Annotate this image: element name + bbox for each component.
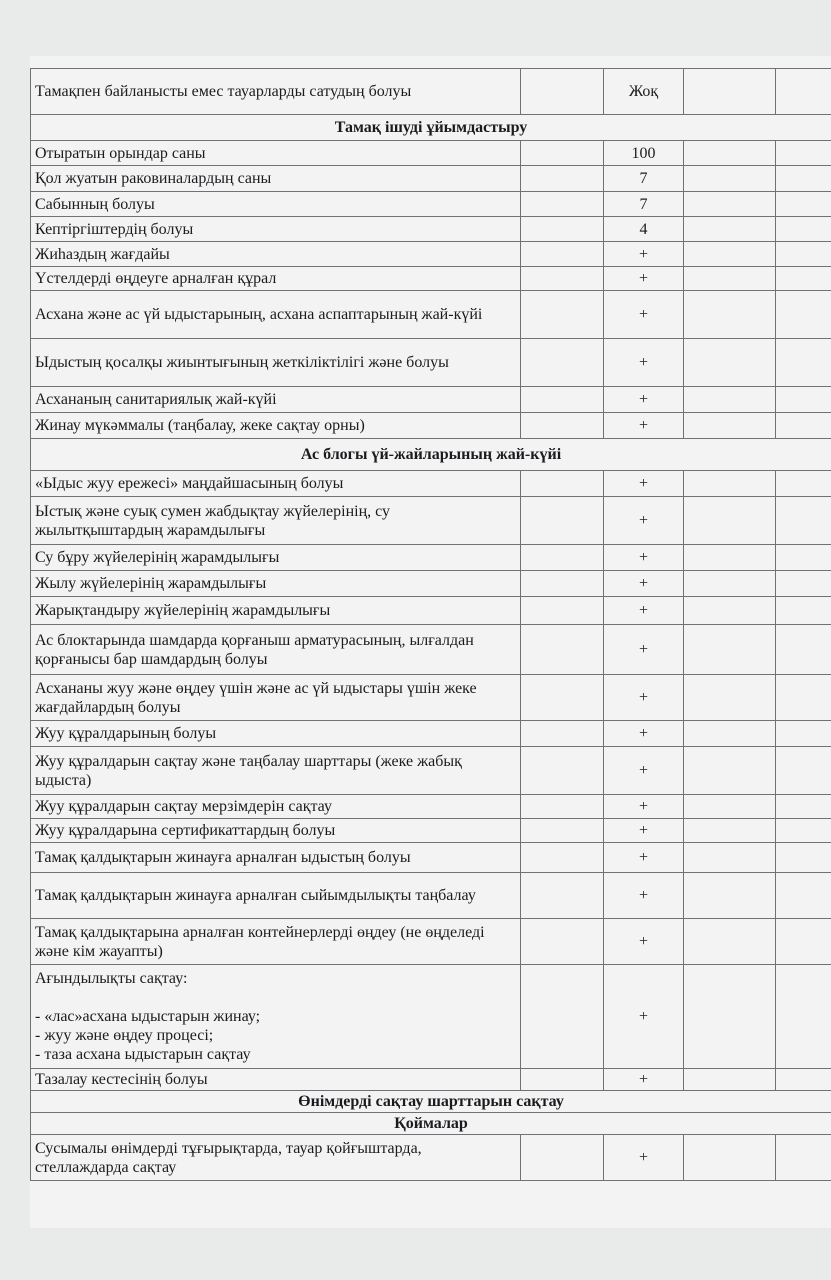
criterion-label: Жылу жүйелерінің жарамдылығы (31, 571, 521, 597)
empty-cell (521, 795, 604, 819)
criterion-value: + (604, 675, 684, 721)
criterion-value: 7 (604, 192, 684, 217)
empty-cell (776, 242, 831, 267)
empty-cell (684, 69, 776, 115)
table-row (31, 873, 831, 919)
empty-cell (684, 545, 776, 571)
table-row (31, 267, 831, 291)
table-row (31, 721, 831, 747)
empty-cell (776, 571, 831, 597)
empty-cell (776, 1069, 831, 1091)
criterion-value: + (604, 965, 684, 1069)
criterion-value: + (604, 242, 684, 267)
criterion-label: Су бұру жүйелерінің жарамдылығы (31, 545, 521, 571)
empty-cell (521, 965, 604, 1069)
empty-cell (776, 1135, 831, 1181)
criterion-label: Асхананы жуу және өңдеу үшін және ас үй ыдыстары үшін жеке жағдайлардың болуы (31, 675, 521, 721)
section-title: Қоймалар (31, 1113, 831, 1135)
criterion-value: + (604, 1069, 684, 1091)
criterion-value: + (604, 721, 684, 747)
criterion-label: Асхана және ас үй ыдыстарының, асхана аспаптарының жай-күйі (31, 291, 521, 339)
table-row (31, 843, 831, 873)
empty-cell (776, 141, 831, 166)
empty-cell (521, 919, 604, 965)
criterion-label: Тамақпен байланысты емес тауарларды сатудың болуы (31, 69, 521, 115)
empty-cell (521, 291, 604, 339)
criterion-label: Жуу құралдарын сақтау мерзімдерін сақтау (31, 795, 521, 819)
empty-cell (684, 387, 776, 413)
empty-cell (684, 843, 776, 873)
criterion-label: Асхананың санитариялық жай-күйі (31, 387, 521, 413)
empty-cell (521, 747, 604, 795)
table-row (31, 497, 831, 545)
criterion-value: + (604, 873, 684, 919)
criterion-value: + (604, 597, 684, 625)
section-title: Ас блогы үй-жайларының жай-күйі (31, 439, 831, 471)
table-row (31, 795, 831, 819)
empty-cell (684, 597, 776, 625)
criterion-label: Үстелдерді өңдеуге арналған құрал (31, 267, 521, 291)
empty-cell (521, 69, 604, 115)
criterion-label: Жуу құралдарының болуы (31, 721, 521, 747)
empty-cell (776, 339, 831, 387)
empty-cell (776, 795, 831, 819)
empty-cell (521, 339, 604, 387)
empty-cell (521, 413, 604, 439)
empty-cell (776, 873, 831, 919)
criterion-value: + (604, 819, 684, 843)
empty-cell (521, 675, 604, 721)
table-row (31, 597, 831, 625)
table-row (31, 217, 831, 242)
empty-cell (776, 747, 831, 795)
empty-cell (521, 843, 604, 873)
empty-cell (521, 166, 604, 192)
empty-cell (776, 965, 831, 1069)
inspection-table (30, 68, 831, 1181)
table-row (31, 1069, 831, 1091)
criterion-label: Тамақ қалдықтарын жинауға арналған ыдыстың болуы (31, 843, 521, 873)
table-row (31, 291, 831, 339)
criterion-label: Жиһаздың жағдайы (31, 242, 521, 267)
empty-cell (684, 497, 776, 545)
table-row (31, 242, 831, 267)
criterion-label: Қол жуатын раковиналардың саны (31, 166, 521, 192)
criterion-value: + (604, 267, 684, 291)
criterion-label: Тамақ қалдықтарына арналған контейнерлерді өңдеу (не өңделеді және кім жауапты) (31, 919, 521, 965)
criterion-value: + (604, 919, 684, 965)
section-header-row (31, 115, 831, 141)
empty-cell (684, 413, 776, 439)
empty-cell (684, 166, 776, 192)
table-row (31, 141, 831, 166)
empty-cell (684, 675, 776, 721)
section-title: Өнімдерді сақтау шарттарын сақтау (31, 1091, 831, 1113)
table-row (31, 819, 831, 843)
empty-cell (776, 166, 831, 192)
criterion-value: Жоқ (604, 69, 684, 115)
criterion-value: + (604, 497, 684, 545)
empty-cell (684, 1069, 776, 1091)
empty-cell (521, 1135, 604, 1181)
criterion-value: + (604, 747, 684, 795)
criterion-label: Жуу құралдарын сақтау және таңбалау шарттары (жеке жабық ыдыста) (31, 747, 521, 795)
empty-cell (521, 819, 604, 843)
table-row (31, 69, 831, 115)
empty-cell (521, 387, 604, 413)
empty-cell (776, 843, 831, 873)
empty-cell (684, 873, 776, 919)
criterion-value: + (604, 843, 684, 873)
empty-cell (684, 192, 776, 217)
criterion-value: + (604, 339, 684, 387)
empty-cell (521, 721, 604, 747)
criterion-label: Кептіргіштердің болуы (31, 217, 521, 242)
empty-cell (521, 597, 604, 625)
table-row (31, 339, 831, 387)
empty-cell (684, 819, 776, 843)
criterion-value: + (604, 387, 684, 413)
empty-cell (776, 413, 831, 439)
empty-cell (521, 267, 604, 291)
table-row (31, 571, 831, 597)
empty-cell (684, 242, 776, 267)
criterion-label: Ағындылықты сақтау: - «лас»асхана ыдыстарын жинау; - жуу және өңдеу процесі; - таза асхана ыдыстарын сақтау (31, 965, 521, 1069)
table-row (31, 166, 831, 192)
empty-cell (684, 339, 776, 387)
empty-cell (776, 471, 831, 497)
empty-cell (684, 217, 776, 242)
criterion-value: + (604, 545, 684, 571)
criterion-label: «Ыдыс жуу ережесі» маңдайшасының болуы (31, 471, 521, 497)
criterion-label: Ас блоктарында шамдарда қорғаныш арматурасының, ылғалдан қорғанысы бар шамдардың болуы (31, 625, 521, 675)
empty-cell (684, 795, 776, 819)
table-row (31, 965, 831, 1069)
empty-cell (776, 721, 831, 747)
criterion-value: + (604, 291, 684, 339)
table-row (31, 545, 831, 571)
empty-cell (776, 267, 831, 291)
empty-cell (521, 571, 604, 597)
table-row (31, 919, 831, 965)
empty-cell (776, 69, 831, 115)
empty-cell (776, 217, 831, 242)
empty-cell (776, 819, 831, 843)
criterion-label: Тамақ қалдықтарын жинауға арналған сыйымдылықты таңбалау (31, 873, 521, 919)
criterion-value: + (604, 625, 684, 675)
table-row (31, 675, 831, 721)
criterion-label: Тазалау кестесінің болуы (31, 1069, 521, 1091)
criterion-label: Сабынның болуы (31, 192, 521, 217)
section-title: Тамақ ішуді ұйымдастыру (31, 115, 831, 141)
criterion-label: Сусымалы өнімдерді тұғырықтарда, тауар қойғыштарда, стеллаждарда сақтау (31, 1135, 521, 1181)
empty-cell (776, 387, 831, 413)
criterion-value: 100 (604, 141, 684, 166)
criterion-label: Ыдыстың қосалқы жиынтығының жеткіліктілігі және болуы (31, 339, 521, 387)
empty-cell (776, 597, 831, 625)
empty-cell (776, 625, 831, 675)
table-row (31, 625, 831, 675)
empty-cell (521, 1069, 604, 1091)
table-row (31, 413, 831, 439)
table-row (31, 747, 831, 795)
criterion-value: + (604, 413, 684, 439)
empty-cell (521, 471, 604, 497)
empty-cell (684, 721, 776, 747)
criterion-label: Отыратын орындар саны (31, 141, 521, 166)
criterion-value: + (604, 795, 684, 819)
criterion-label: Ыстық және суық сумен жабдықтау жүйелерінің, су жылытқыштардың жарамдылығы (31, 497, 521, 545)
empty-cell (776, 675, 831, 721)
criterion-value: + (604, 1135, 684, 1181)
empty-cell (521, 242, 604, 267)
empty-cell (521, 217, 604, 242)
empty-cell (776, 497, 831, 545)
criterion-value: 4 (604, 217, 684, 242)
empty-cell (776, 919, 831, 965)
empty-cell (521, 141, 604, 166)
criterion-label: Жарықтандыру жүйелерінің жарамдылығы (31, 597, 521, 625)
empty-cell (684, 919, 776, 965)
empty-cell (521, 873, 604, 919)
empty-cell (684, 965, 776, 1069)
criterion-value: 7 (604, 166, 684, 192)
empty-cell (776, 192, 831, 217)
table-row (31, 387, 831, 413)
empty-cell (776, 545, 831, 571)
document-page (30, 56, 831, 1228)
empty-cell (684, 1135, 776, 1181)
empty-cell (684, 141, 776, 166)
empty-cell (684, 267, 776, 291)
empty-cell (684, 747, 776, 795)
empty-cell (521, 545, 604, 571)
empty-cell (684, 625, 776, 675)
empty-cell (684, 571, 776, 597)
criterion-label: Жинау мүкәммалы (таңбалау, жеке сақтау орны) (31, 413, 521, 439)
criterion-value: + (604, 471, 684, 497)
empty-cell (521, 625, 604, 675)
section-header-row (31, 439, 831, 471)
section-header-row (31, 1091, 831, 1113)
empty-cell (776, 291, 831, 339)
criterion-label: Жуу құралдарына сертификаттардың болуы (31, 819, 521, 843)
empty-cell (684, 471, 776, 497)
table-row (31, 1135, 831, 1181)
table-row (31, 192, 831, 217)
empty-cell (521, 497, 604, 545)
empty-cell (521, 192, 604, 217)
table-row (31, 471, 831, 497)
empty-cell (684, 291, 776, 339)
criterion-value: + (604, 571, 684, 597)
section-header-row (31, 1113, 831, 1135)
